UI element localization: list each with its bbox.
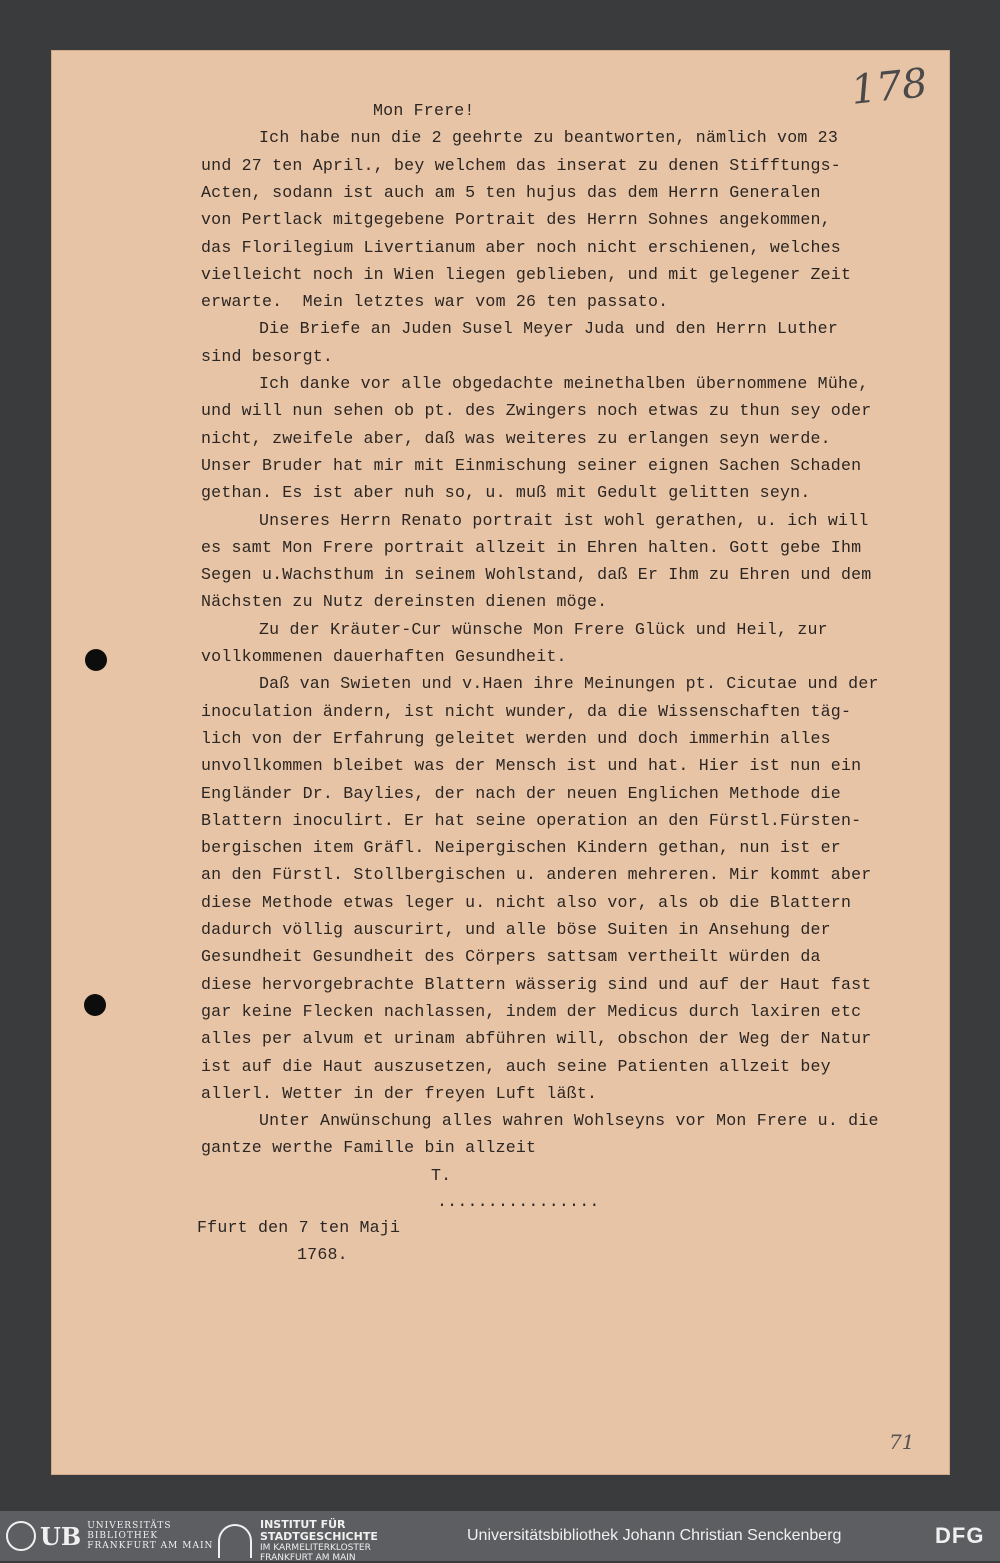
letter-line: Die Briefe an Juden Susel Meyer Juda und den Herrn Luther [259,319,838,339]
letter-line: inoculation ändern, ist nicht wunder, da die Wissenschaften täg- [201,701,852,721]
folio-number: 178 [848,60,930,114]
ub-logo[interactable] [6,1521,213,1551]
library-name: Universitätsbibliothek Johann Christian Senckenberg [467,1527,842,1544]
letter-line: gar keine Flecken nachlassen, indem der Medicus durch laxiren etc [201,1001,862,1021]
letter-line: diese Methode etwas leger u. nicht also vor, als ob die Blattern [201,892,852,912]
letter-line: vollkommenen dauerhaften Gesundheit. [201,647,567,666]
signature-line: ................ [437,1191,600,1211]
letter-line: dadurch völlig auscurirt, und alle böse Suiten in Ansehung der [201,920,831,939]
signature-initial: T. [431,1165,452,1185]
isg-line-4: FRANKFURT AM MAIN [260,1553,356,1563]
isg-line-3: IM KARMELITERKLOSTER [260,1543,371,1553]
letter-line: gethan. Es ist aber nuh so, u. muß mit Gedult gelitten seyn. [201,483,811,503]
letter-year: 1768. [297,1244,348,1264]
document-sheet [51,50,950,1475]
letter-line: bergischen item Gräfl. Neipergischen Kindern gethan, nun ist er [201,838,841,858]
letter-line: Mon Frere! [373,101,475,120]
letter-line: Ich habe nun die 2 geehrte zu beantworten, nämlich vom 23 [259,128,838,148]
footer-bar [0,1511,1000,1561]
letter-line: alles per alvum et urinam abführen will, obschon der Weg der Natur [201,1029,872,1049]
dfg-logo[interactable]: DFG [935,1523,985,1548]
ub-line-3: FRANKFURT AM MAIN [87,1541,214,1551]
letter-line: diese hervorgebrachte Blattern wässerig sind und auf der Haut fast [201,974,872,994]
letter-line: Blattern inoculirt. Er hat seine operation an den Fürstl.Fürsten- [201,810,862,830]
letter-line: gantze werthe Famille bin allzeit [201,1138,537,1158]
letter-line: allerl. Wetter in der freyen Luft läßt. [201,1083,598,1103]
ub-line-1: UNIVERSITÄTS [87,1521,172,1531]
letter-line: Gesundheit Gesundheit des Cörpers sattsam vertheilt würden da [201,947,821,967]
place-date: Ffurt den 7 ten Maji [197,1217,401,1237]
isg-logo[interactable] [218,1519,378,1563]
letter-line: Daß van Swieten und v.Haen ihre Meinungen pt. Cicutae und der [259,674,879,694]
letter-line: sind besorgt. [201,346,334,366]
letter-line: nicht, zweifele aber, daß was weiteres zu erlangen seyn werde. [201,428,831,448]
letter-line: Nächsten zu Nutz dereinsten dienen möge. [201,592,608,612]
ub-line-2: BIBLIOTHEK [87,1531,159,1541]
letter-line: Unseres Herrn Renato portrait ist wohl gerathen, u. ich will [259,510,869,530]
letter-line: das Florilegium Livertianum aber noch nicht erschienen, welches [201,237,841,257]
letter-line: es samt Mon Frere portrait allzeit in Ehren halten. Gott gebe Ihm [201,537,862,557]
letter-body [51,50,950,1475]
page-number: 71 [889,1430,915,1454]
letter-line: Unser Bruder hat mir mit Einmischung seiner eignen Sachen Schaden [201,455,862,475]
letter-line: Zu der Kräuter-Cur wünsche Mon Frere Glück und Heil, zur [259,619,828,639]
ub-seal-icon [6,1521,36,1551]
letter-line: lich von der Erfahrung geleitet werden und doch immerhin alles [201,728,831,748]
letter-line: an den Fürstl. Stollbergischen u. anderen mehreren. Mir kommt aber [201,865,872,885]
letter-line: und will nun sehen ob pt. des Zwingers noch etwas zu thun sey oder [201,401,872,421]
letter-line: Engländer Dr. Baylies, der nach der neuen Englichen Methode die [201,783,841,803]
letter-line: von Pertlack mitgegebene Portrait des Herrn Sohnes angekommen, [201,210,831,230]
arch-icon [218,1524,252,1558]
punch-hole [84,994,106,1016]
isg-line-1: INSTITUT FÜR [260,1518,346,1531]
letter-line: erwarte. Mein letztes war vom 26 ten passato. [201,292,669,312]
letter-line: vielleicht noch in Wien liegen geblieben, und mit gelegener Zeit [201,264,852,284]
letter-line: Unter Anwünschung alles wahren Wohlseyns vor Mon Frere u. die [259,1111,879,1131]
letter-line: unvollkommen bleibet was der Mensch ist und hat. Hier ist nun ein [201,756,862,776]
ub-short: UB [40,1521,82,1551]
isg-line-2: STADTGESCHICHTE [260,1530,378,1543]
letter-line: Ich danke vor alle obgedachte meinethalben übernommene Mühe, [259,374,869,393]
letter-line: ist auf die Haut auszusetzen, auch seine Patienten allzeit bey [201,1056,831,1076]
letter-line: Acten, sodann ist auch am 5 ten hujus das dem Herrn Generalen [201,182,821,202]
punch-hole [85,649,107,671]
letter-line: Segen u.Wachsthum in seinem Wohlstand, daß Er Ihm zu Ehren und dem [201,565,872,585]
letter-line: und 27 ten April., bey welchem das inserat zu denen Stifftungs- [201,155,841,175]
